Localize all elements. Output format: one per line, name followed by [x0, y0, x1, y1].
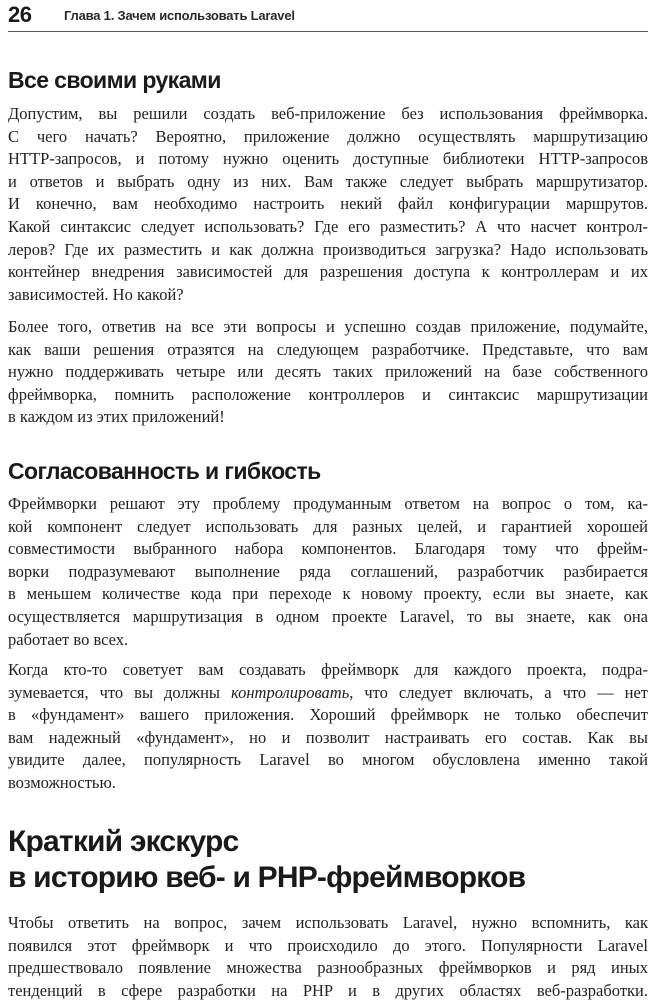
text-line: нужно поддерживать четыре или десять таких приложений на базе собственного — [8, 362, 648, 382]
text-line: предшествовало появление множества разнообразных фреймворков и ряд иных — [8, 958, 648, 978]
text-line: в каждом из этих приложений! — [8, 407, 225, 427]
text-run: зумевается, что вы должны — [8, 682, 221, 702]
text-line: возможностью. — [8, 772, 116, 792]
emphasis-text: контролировать — [231, 682, 350, 702]
paragraph-history-1 — [8, 912, 648, 1002]
text-line: Когда кто-то советует вам создавать фреймворк для каждого проекта, подра- — [8, 660, 648, 679]
paragraph-consistency-2 — [8, 659, 648, 795]
heading-line: в историю веб- и PHP-фреймворков — [8, 861, 526, 894]
text-line: кой компонент следует использовать для разных целей, и гарантией хорошей — [8, 516, 648, 536]
text-run: , что следует включать, а что — нет — [349, 682, 648, 702]
text-line: И конечно, вам необходимо настроить некий файл конфигурации маршрутов. — [8, 194, 648, 214]
paragraph-diy-1 — [8, 103, 648, 306]
page-number: 26 — [8, 2, 32, 27]
text-line: леров? Где их разместить и как должна производиться загрузка? Надо использовать — [8, 239, 648, 259]
text-line: ворки подразумевают выполнение ряда соглашений, разработчик разбирается — [8, 561, 648, 581]
page-header — [8, 2, 648, 32]
paragraph-consistency-1 — [8, 493, 648, 651]
text-line: как ваши решения отразятся на следующем разработчике. Представьте, что вам — [8, 339, 648, 359]
text-line: осуществляется маршрутизация в одном проекте Laravel, то вы знаете, как она — [8, 606, 648, 626]
text-line: работает во всех. — [8, 629, 129, 649]
text-line — [8, 682, 648, 705]
text-line: Чтобы ответить на вопрос, зачем использовать Laravel, нужно вспомнить, как — [8, 913, 648, 932]
text-line: Более того, ответив на все эти вопросы и успешно создав приложение, подумайте, — [8, 317, 648, 336]
text-line: увидите далее, популярность Laravel во многом обусловлена именно такой — [8, 750, 648, 770]
text-line: тенденций в сфере разработки на PHP и в других областях веб-разработки. — [8, 980, 648, 1000]
text-line: фреймворка, помнить расположение контроллеров и синтаксис маршрутизации — [8, 384, 648, 404]
chapter-section-heading — [8, 824, 525, 896]
text-line: вам надежный «фундамент», но и позволит настраивать его состав. Как вы — [8, 727, 648, 747]
text-line: Допустим, вы решили создать веб-приложение без использования фреймворка. — [8, 104, 648, 123]
section-heading-diy: Все своими руками — [8, 67, 221, 93]
section-heading-consistency: Согласованность и гибкость — [8, 458, 321, 484]
paragraph-diy-2 — [8, 316, 648, 429]
text-line: контейнер внедрения зависимостей для разрешения доступа к контроллерам и их — [8, 262, 648, 282]
text-line: и ответов и выбрать одну из них. Вам также следует выбрать маршрутизатор. — [8, 171, 648, 191]
text-line: С чего начать? Вероятно, приложение должно осуществлять маршрутизацию — [8, 126, 648, 146]
header-rule — [8, 31, 648, 32]
heading-line: Краткий экскурс — [8, 825, 239, 858]
text-line: в «фундамент» вашего приложения. Хороший фреймворк не только обеспечит — [8, 705, 648, 725]
running-head: Глава 1. Зачем использовать Laravel — [64, 8, 295, 23]
text-line: совместимости выбранного набора компонентов. Благодаря тому что фрейм- — [8, 539, 648, 559]
text-line: Фреймворки решают эту проблему продуманным ответом на вопрос о том, ка- — [8, 494, 648, 513]
text-line: в меньшем количестве кода при переходе к новому проекту, если вы знаете, как — [8, 584, 648, 604]
text-line: зависимостей. Но какой? — [8, 284, 184, 304]
text-line: HTTP-запросов, и потому нужно оценить доступные библиотеки HTTP-запросов — [8, 149, 648, 169]
text-line: Какой синтаксис следует использовать? Где его разместить? А что насчет контрол- — [8, 216, 648, 236]
text-line: появился этот фреймворк и что происходило до этого. Популярности Laravel — [8, 935, 648, 955]
